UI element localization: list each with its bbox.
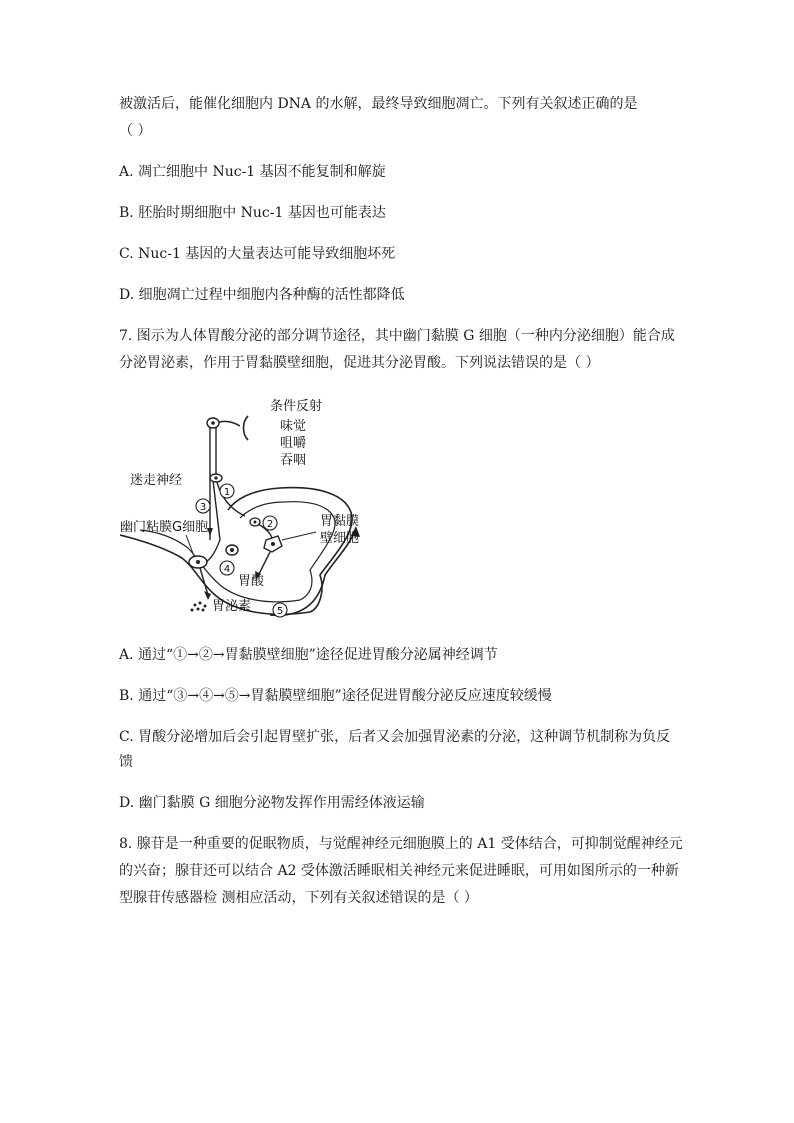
acid-secretion-arrow — [258, 552, 270, 576]
q7-stem-line2: 分泌胃泌素，作用于胃黏膜壁细胞，促进其分泌胃酸。下列说法错误的是（ ） — [119, 355, 600, 371]
vagus-nerve-fiber-2 — [216, 425, 245, 516]
neuron-nucleus-3 — [230, 548, 234, 552]
q6-option-d: D. 细胞凋亡过程中细胞内各种酶的活性都降低 — [119, 287, 405, 303]
q8-stem-line1: 8. 腺苷是一种重要的促眠物质，与觉醒神经元细胞膜上的 A1 受体结合，可抑制觉醒神经元 — [119, 836, 683, 852]
q6-option-b: B. 胚胎时期细胞中 Nuc-1 基因也可能表达 — [119, 205, 386, 221]
number-3-label: 3 — [199, 502, 207, 513]
parietal-cell-nucleus — [271, 542, 275, 546]
q6-stem-line1: 被激活后，能催化细胞内 DNA 的水解，最终导致细胞凋亡。下列有关叙述正确的是 — [119, 96, 638, 112]
number-1-label: 1 — [223, 487, 231, 498]
q7-option-d: D. 幽门黏膜 G 细胞分泌物发挥作用需经体液运输 — [119, 795, 425, 811]
q7-option-c-line2: 馈 — [119, 754, 133, 770]
q7-stem-line1: 7. 图示为人体胃酸分泌的部分调节途径，其中幽门黏膜 G 细胞（一种内分泌细胞）能合成 — [119, 328, 675, 344]
neuron-nucleus-1 — [211, 421, 215, 425]
q7-option-c-line1: C. 胃酸分泌增加后会引起胃壁扩张，后者又会加强胃泌素的分泌，这种调节机制称为负反 — [119, 729, 671, 745]
sensory-receptor-bracket — [244, 416, 249, 440]
neuron-nucleus-4 — [254, 521, 257, 524]
q7-option-a: A. 通过“①→②→胃黏膜壁细胞”途径促进胃酸分泌属神经调节 — [119, 647, 498, 663]
gastrin-granules — [191, 602, 207, 612]
label-parietal-line1: 胃黏膜 — [320, 514, 360, 529]
label-vagus-nerve: 迷走神经 — [130, 473, 183, 488]
label-gastrin: 胃泌素 — [212, 599, 252, 614]
q7-option-b: B. 通过“③→④→⑤→胃黏膜壁细胞”途径促进胃酸分泌反应速度较缓慢 — [119, 688, 552, 704]
label-pyloric-g-cell: 幽门粘膜G细胞 — [120, 520, 209, 535]
neuron-nucleus-2 — [214, 476, 217, 479]
label-taste: 味觉 — [280, 419, 307, 434]
q8-stem-line2: 的兴奋；腺苷还可以结合 A2 受体激活睡眠相关神经元来促进睡眠，可用如图所示的一种新 — [119, 863, 679, 879]
number-5-label: 5 — [276, 606, 284, 617]
q6-option-a: A. 凋亡细胞中 Nuc-1 基因不能复制和解旋 — [119, 164, 386, 180]
parietal-cell-pointer — [282, 532, 316, 540]
number-2-label: 2 — [266, 519, 274, 530]
number-4-label: 4 — [223, 564, 231, 575]
q8-stem-line3: 型腺苷传感器检 测相应活动，下列有关叙述错误的是（ ） — [119, 890, 478, 906]
q6-option-c: C. Nuc-1 基因的大量表达可能导致细胞坏死 — [119, 246, 396, 262]
g-cell-nucleus — [196, 560, 200, 564]
g-cell-pointer — [186, 535, 194, 556]
label-conditioned-reflex: 条件反射 — [270, 399, 323, 414]
q6-answer-blank: （ ） — [119, 123, 152, 139]
label-swallow: 吞咽 — [280, 453, 307, 468]
label-gastric-acid: 胃酸 — [238, 574, 265, 589]
label-parietal-line2: 壁细胞 — [320, 531, 360, 546]
gastric-acid-regulation-diagram — [120, 390, 380, 625]
nerve-to-g-cell — [206, 540, 220, 562]
label-chew: 咀嚼 — [280, 436, 307, 451]
